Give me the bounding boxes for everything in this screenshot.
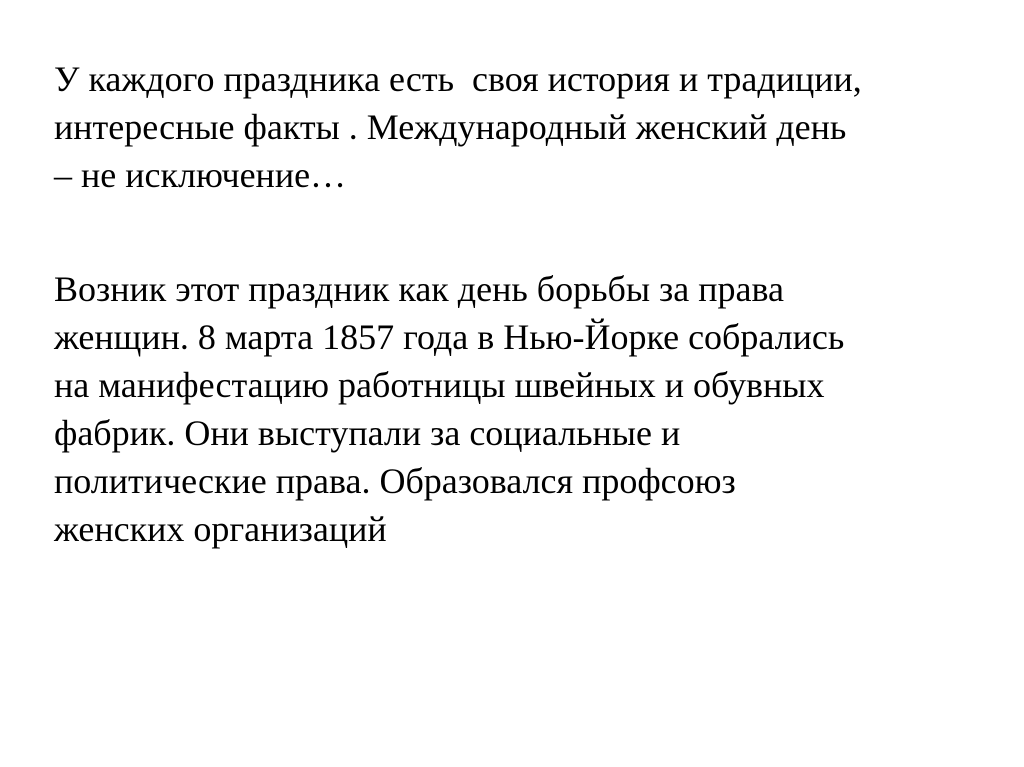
text-line: фабрик. Они выступали за социальные и: [54, 413, 681, 453]
text-line: женщин. 8 марта 1857 года в Нью-Йорке собрались: [54, 317, 845, 357]
text-line: У каждого праздника есть своя история и традиции,: [54, 59, 862, 99]
paragraph-intro: [54, 55, 984, 199]
text-line: Возник этот праздник как день борьбы за права: [54, 269, 784, 309]
text-line: на манифестацию работницы швейных и обувных: [54, 365, 825, 405]
text-line: женских организаций: [54, 509, 387, 549]
text-line: интересные факты . Международный женский день: [54, 107, 847, 147]
text-line: – не исключение…: [54, 155, 347, 195]
paragraph-history: [54, 265, 984, 553]
text-line: политические права. Образовался профсоюз: [54, 461, 736, 501]
